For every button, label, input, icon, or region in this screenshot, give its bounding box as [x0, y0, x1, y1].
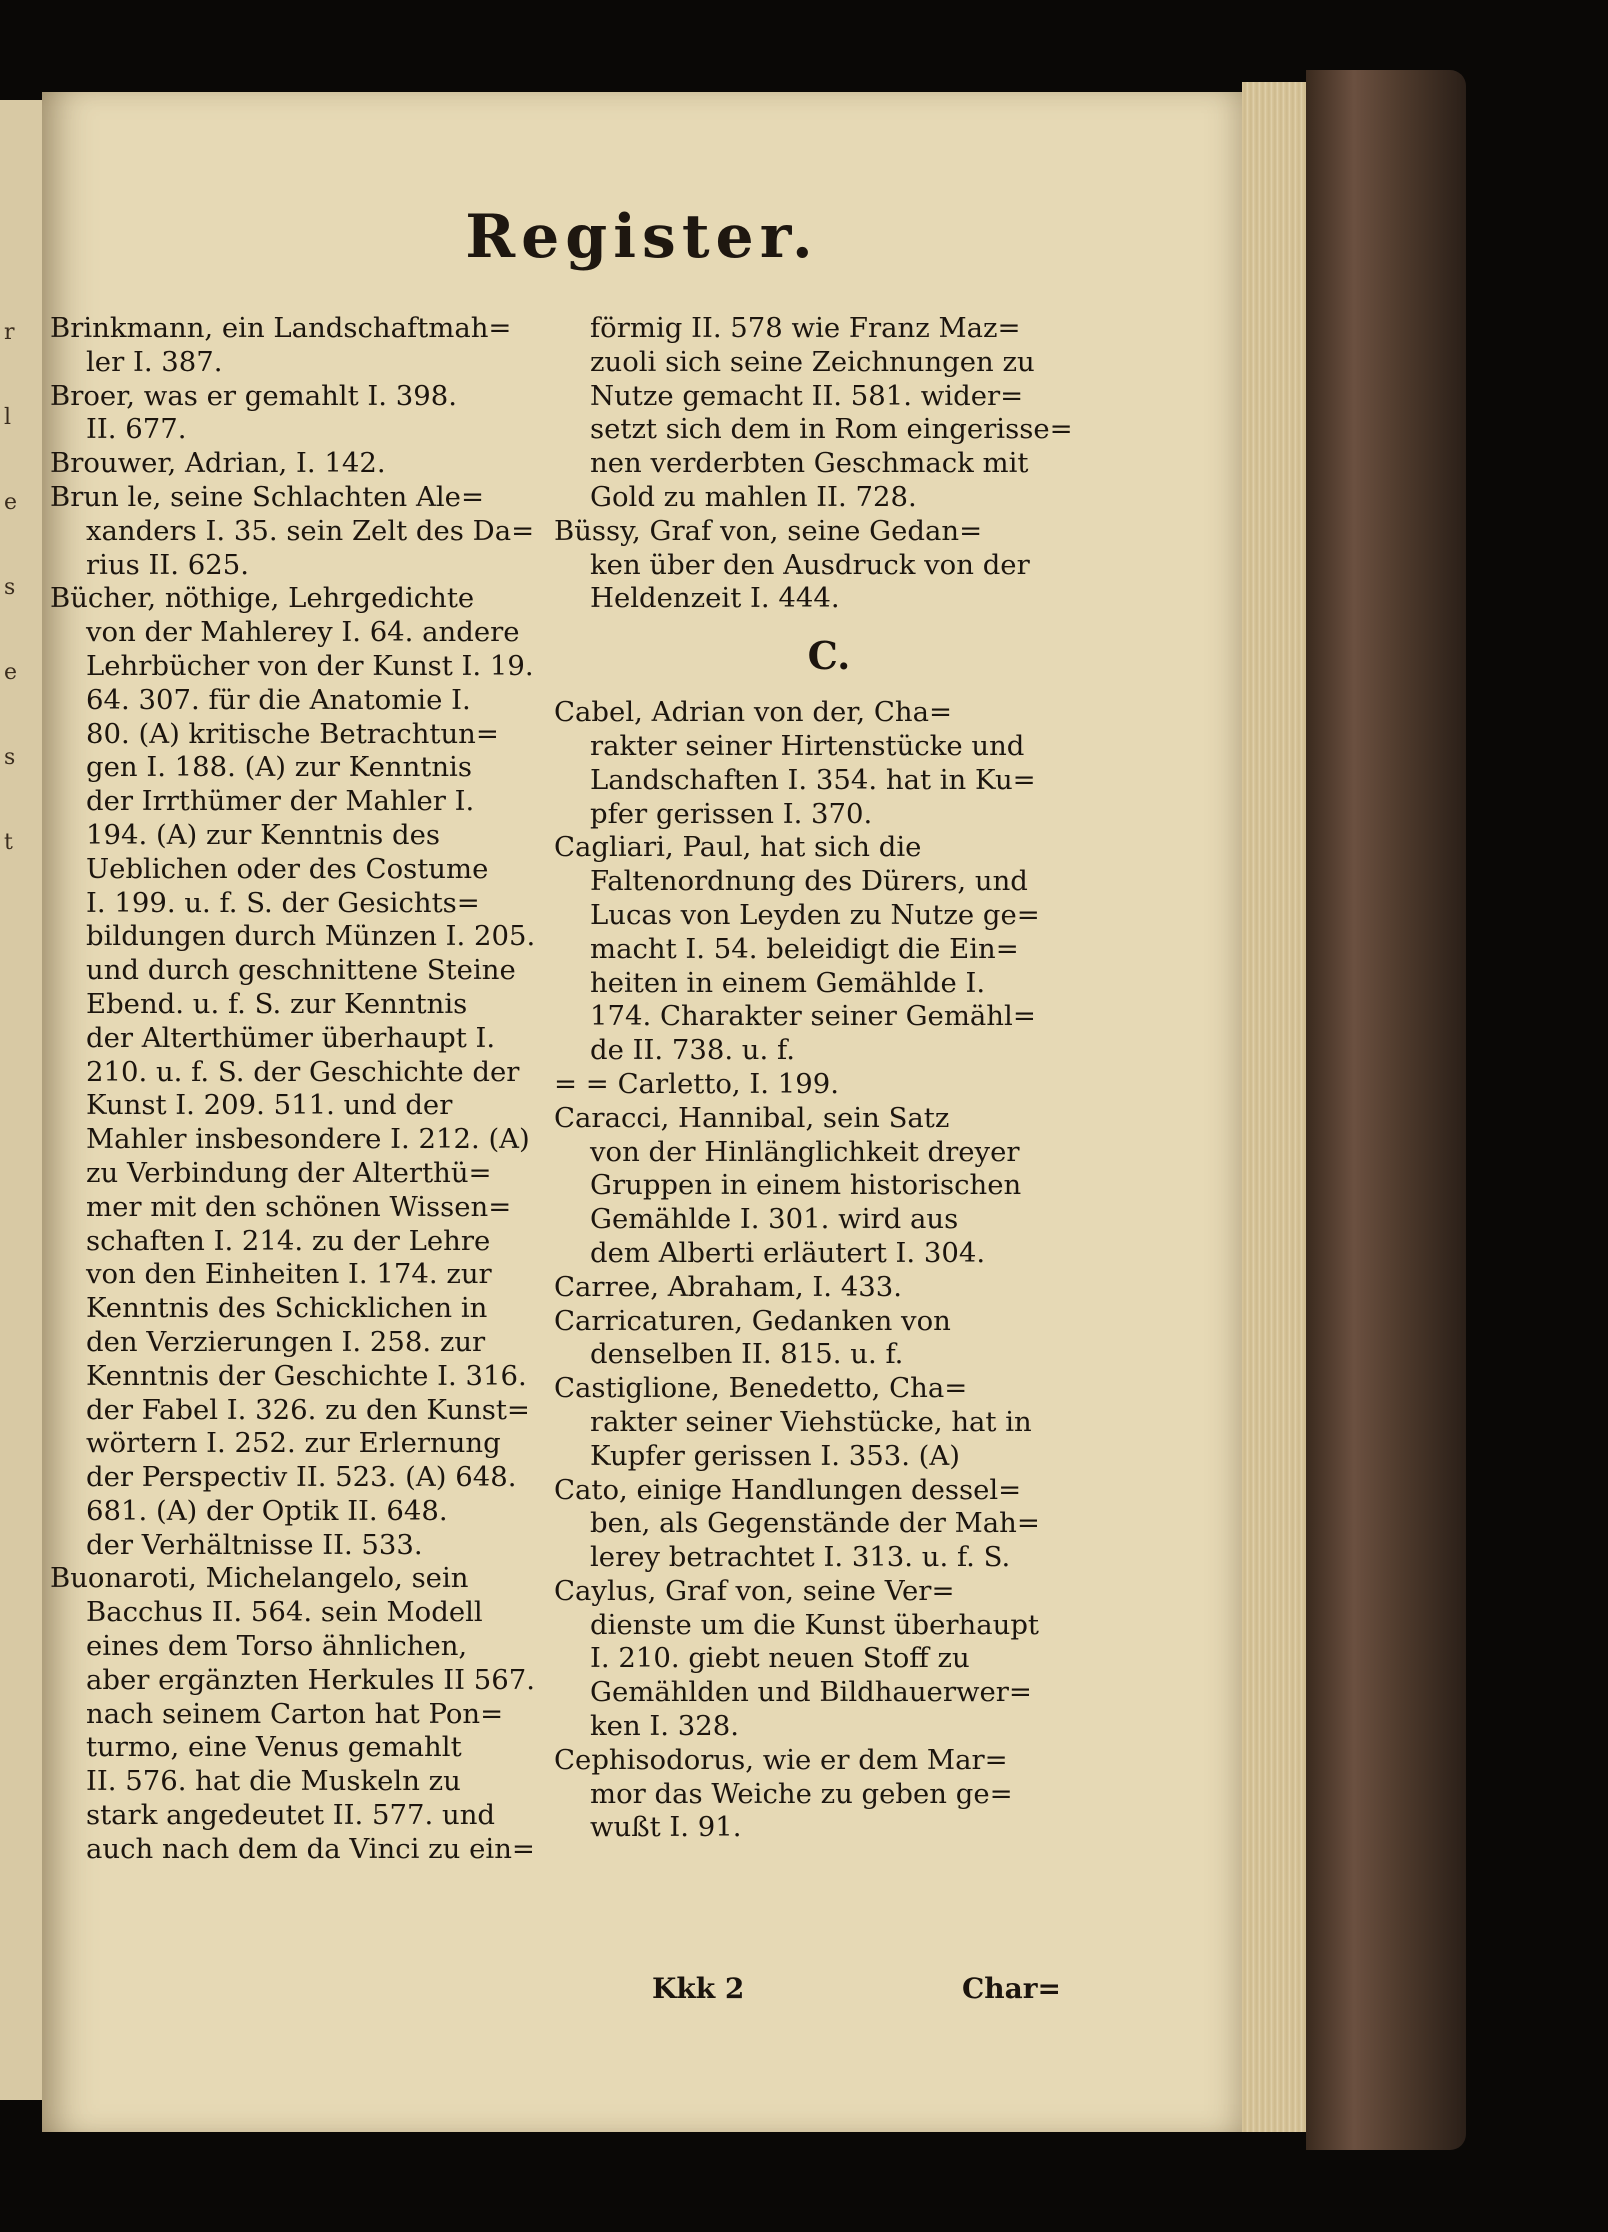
entry-continuation-line: Ebend. u. f. S. zur Kenntnis — [86, 987, 468, 1020]
index-entry — [50, 447, 580, 481]
facing-page-letter: r — [4, 320, 15, 345]
book-page — [42, 92, 1242, 2132]
index-entry — [554, 1102, 1104, 1271]
entry-headline: Cagliari, Paul, hat sich die — [554, 831, 922, 864]
page-title: Register. — [465, 202, 819, 272]
entry-continuation-line: heiten in einem Gemählde I. — [590, 966, 986, 999]
entry-continuation-line: setzt sich dem in Rom eingerisse= — [590, 413, 1073, 446]
entry-continuation-line: Bacchus II. 564. sein Modell — [86, 1596, 483, 1629]
entry-continuation-line: mer mit den schönen Wissen= — [86, 1190, 512, 1223]
index-entry — [554, 1575, 1104, 1744]
entry-headline: Brouwer, Adrian, I. 142. — [50, 447, 386, 480]
facing-page-letter: t — [4, 830, 13, 855]
entry-continuation-line: denselben II. 815. u. f. — [590, 1338, 904, 1371]
entry-continuation-line: zuoli sich seine Zeichnungen zu — [590, 345, 1035, 378]
signature-mark: Kkk 2 — [652, 1972, 745, 2005]
entry-continuation-line: schaften I. 214. zu der Lehre — [86, 1224, 491, 1257]
entry-continuation-line: ken über den Ausdruck von der — [590, 548, 1030, 581]
entry-continuation-line: Gemählde I. 301. wird aus — [590, 1203, 959, 1236]
facing-page-letter: e — [4, 660, 18, 685]
index-entry — [554, 831, 1104, 1068]
index-entry — [50, 582, 580, 1562]
entry-continuation-line: der Verhältnisse II. 533. — [86, 1528, 423, 1561]
entry-continuation-line: 174. Charakter seiner Gemähl= — [590, 1000, 1036, 1033]
index-entry — [554, 1068, 1104, 1102]
book-cover — [1306, 70, 1466, 2150]
index-entry — [554, 312, 1104, 515]
entry-continuation-line: xanders I. 35. sein Zelt des Da= — [86, 514, 535, 547]
entry-continuation-line: lerey betrachtet I. 313. u. f. S. — [590, 1541, 1011, 1574]
index-entry — [554, 696, 1104, 831]
section-letter: C. — [807, 633, 851, 679]
entry-continuation-line: II. 576. hat die Muskeln zu — [86, 1765, 461, 1798]
entry-continuation-line: von den Einheiten I. 174. zur — [86, 1258, 492, 1291]
entry-headline: Caracci, Hannibal, sein Satz — [554, 1101, 950, 1134]
entry-continuation-line: 681. (A) der Optik II. 648. — [86, 1494, 448, 1527]
index-entry — [554, 1474, 1104, 1575]
facing-page-edge — [0, 100, 45, 2100]
page-edges — [1242, 82, 1306, 2132]
entry-continuation-line: rakter seiner Viehstücke, hat in — [590, 1405, 1032, 1438]
index-entry — [554, 1271, 1104, 1305]
entry-headline: Caylus, Graf von, seine Ver= — [554, 1574, 955, 1607]
entry-continuation-line: der Irrthümer der Mahler I. — [86, 785, 475, 818]
entry-continuation-line: Kenntnis des Schicklichen in — [86, 1292, 488, 1325]
index-entry — [554, 515, 1104, 616]
index-entry — [554, 1372, 1104, 1473]
entry-continuation-line: von der Hinlänglichkeit dreyer — [590, 1135, 1020, 1168]
entry-headline: Carree, Abraham, I. 433. — [554, 1270, 903, 1303]
entry-continuation-line: 194. (A) zur Kenntnis des — [86, 818, 441, 851]
entry-continuation-line: Lehrbücher von der Kunst I. 19. — [86, 649, 534, 682]
entry-continuation-line: Faltenordnung des Dürers, und — [590, 865, 1028, 898]
entry-continuation-line: zu Verbindung der Alterthü= — [86, 1156, 492, 1189]
entry-continuation-line: Heldenzeit I. 444. — [590, 582, 840, 615]
entry-continuation-line: dem Alberti erläutert I. 304. — [590, 1236, 986, 1269]
facing-page-letter: e — [4, 490, 18, 515]
entry-headline: Cephisodorus, wie er dem Mar= — [554, 1743, 1008, 1776]
entry-continuation-line: Gemählden und Bildhauerwer= — [590, 1676, 1032, 1709]
entry-headline: Brinkmann, ein Landschaftmah= — [50, 312, 512, 344]
entry-continuation-line: nen verderbten Geschmack mit — [590, 447, 1029, 480]
entry-continuation-line: Kunst I. 209. 511. und der — [86, 1089, 453, 1122]
entry-continuation-line: den Verzierungen I. 258. zur — [86, 1325, 486, 1358]
index-entry — [50, 481, 580, 582]
entry-headline: Cabel, Adrian von der, Cha= — [554, 696, 953, 729]
entry-continuation-line: Nutze gemacht II. 581. wider= — [590, 379, 1024, 412]
entry-continuation-line: 210. u. f. S. der Geschichte der — [86, 1055, 520, 1088]
catchword: Char= — [962, 1972, 1061, 2005]
entry-continuation-line: stark angedeutet II. 577. und — [86, 1799, 496, 1832]
entry-continuation-line: der Perspectiv II. 523. (A) 648. — [86, 1461, 517, 1494]
entry-continuation-line: gen I. 188. (A) zur Kenntnis — [86, 751, 472, 784]
entry-continuation-line: Lucas von Leyden zu Nutze ge= — [590, 898, 1040, 931]
entry-continuation-line: auch nach dem da Vinci zu ein= — [86, 1832, 535, 1865]
facing-page-letter: s — [4, 745, 16, 770]
entry-continuation-line: Mahler insbesondere I. 212. (A) — [86, 1123, 530, 1156]
index-entry — [554, 1744, 1104, 1845]
index-entry — [554, 1305, 1104, 1373]
entry-continuation-line: 64. 307. für die Anatomie I. — [86, 683, 471, 716]
entry-continuation-line: I. 210. giebt neuen Stoff zu — [590, 1642, 970, 1675]
entry-continuation-line: Kenntnis der Geschichte I. 316. — [86, 1359, 527, 1392]
entry-headline: Büssy, Graf von, seine Gedan= — [554, 514, 983, 547]
entry-continuation-line: rius II. 625. — [86, 548, 249, 581]
entry-continuation-line: nach seinem Carton hat Pon= — [86, 1697, 504, 1730]
entry-continuation-line: ler I. 387. — [86, 345, 223, 378]
facing-page-letter: l — [4, 405, 12, 430]
facing-page-letter: s — [4, 575, 16, 600]
entry-continuation-line: wußt I. 91. — [590, 1811, 742, 1844]
entry-continuation-line: dienste um die Kunst überhaupt — [590, 1608, 1039, 1641]
entry-continuation-line: ken I. 328. — [590, 1710, 739, 1743]
entry-continuation-line: Ueblichen oder des Costume — [86, 852, 489, 885]
entry-continuation-line: Kupfer gerissen I. 353. (A) — [590, 1439, 961, 1472]
index-entry — [50, 1562, 580, 1866]
entry-continuation-line: 80. (A) kritische Betrachtun= — [86, 717, 499, 750]
entry-continuation-line: I. 199. u. f. S. der Gesichts= — [86, 886, 480, 919]
entry-headline: Broer, was er gemahlt I. 398. — [50, 379, 457, 412]
entry-continuation-line: Gruppen in einem historischen — [590, 1169, 1022, 1202]
index-entry — [50, 312, 580, 380]
entry-continuation-line: bildungen durch Münzen I. 205. — [86, 920, 536, 953]
entry-continuation-line: turmo, eine Venus gemahlt — [86, 1731, 462, 1764]
entry-continuation-line: ben, als Gegenstände der Mah= — [590, 1507, 1040, 1540]
entry-continuation-line: mor das Weiche zu geben ge= — [590, 1777, 1013, 1810]
index-entry — [50, 380, 580, 448]
left-column — [50, 312, 580, 1867]
entry-continuation-line: de II. 738. u. f. — [590, 1034, 795, 1067]
entry-headline: Castiglione, Benedetto, Cha= — [554, 1372, 968, 1405]
entry-continuation-line: pfer gerissen I. 370. — [590, 797, 873, 830]
entry-headline: Bücher, nöthige, Lehrgedichte — [50, 582, 475, 615]
entry-continuation-line: und durch geschnittene Steine — [86, 954, 516, 987]
entry-continuation-line: rakter seiner Hirtenstücke und — [590, 729, 1025, 762]
entry-headline: Brun le, seine Schlachten Ale= — [50, 480, 484, 513]
entry-continuation-line: förmig II. 578 wie Franz Maz= — [590, 312, 1021, 344]
entry-headline: Buonaroti, Michelangelo, sein — [50, 1562, 469, 1595]
entry-headline: Cato, einige Handlungen dessel= — [554, 1473, 1022, 1506]
entry-continuation-line: aber ergänzten Herkules II 567. — [86, 1663, 535, 1696]
entry-headline: Carricaturen, Gedanken von — [554, 1304, 951, 1337]
entry-continuation-line: II. 677. — [86, 413, 187, 446]
entry-continuation-line: von der Mahlerey I. 64. andere — [86, 616, 520, 649]
entry-continuation-line: macht I. 54. beleidigt die Ein= — [590, 932, 1019, 965]
entry-continuation-line: der Alterthümer überhaupt I. — [86, 1021, 496, 1054]
entry-continuation-line: der Fabel I. 326. zu den Kunst= — [86, 1393, 530, 1426]
right-column — [554, 312, 1104, 1845]
entry-continuation-line: wörtern I. 252. zur Erlernung — [86, 1427, 501, 1460]
entry-headline: = = Carletto, I. 199. — [554, 1067, 839, 1100]
entry-continuation-line: eines dem Torso ähnlichen, — [86, 1630, 468, 1663]
entry-continuation-line: Gold zu mahlen II. 728. — [590, 480, 917, 513]
entry-continuation-line: Landschaften I. 354. hat in Ku= — [590, 763, 1036, 796]
